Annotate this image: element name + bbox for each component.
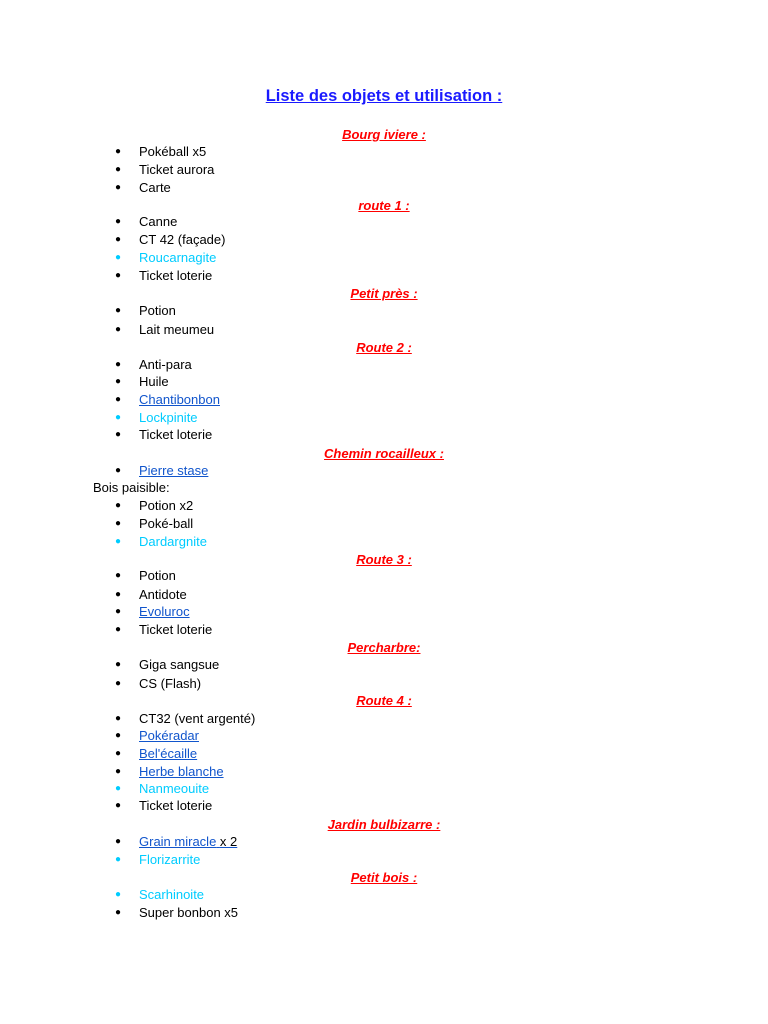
bullet-icon: ● <box>114 713 122 724</box>
bullet-icon: ● <box>114 465 122 476</box>
bullet-icon: ● <box>114 783 122 794</box>
bullet-icon: ● <box>114 606 122 617</box>
section-heading-bois-paisible: Bois paisible: <box>93 480 170 495</box>
bullet-icon: ● <box>114 589 122 600</box>
section-heading-percharbre: Percharbre: <box>347 640 421 655</box>
bullet-icon: ● <box>114 164 122 175</box>
bullet-icon: ● <box>114 889 122 900</box>
section-heading-route-2: Route 2 : <box>356 340 412 355</box>
document-page: Liste des objets et utilisation : Bourg iviere : ● Pokéball x5 ● Ticket aurora ● Carte route 1 : ● Canne ● CT 42 (façade) ● Roucarnagite ● Ticket loterie Petit près : ● Potion ● Lait meumeu Route 2 : ● Anti-para ● Huile ● Chantibonbon ● Lockpinite ● Ticket loterie Chemin rocailleux : ● Pierre stase Bois paisible: ● Potion x2 ● Poké-ball ● Dardargnite Route 3 : ● Potion ● Antidote ● Evoluroc ● Ticket loterie Percharbre: ● Giga sangsue ● CS (Flash) Route 4 : ● CT32 (vent argenté) ● Pokéradar ● Bel'écaille ● Herbe blanche ● Nanmeouite ● Ticket loterie Jardin bulbizarre : ● Grain miracle x 2 ● Florizarrite Petit bois : ● Scarhinoite ● Super bonbon x5 <box>0 0 768 1024</box>
bullet-icon: ● <box>114 270 122 281</box>
item-link-belecaille[interactable]: Bel'écaille <box>139 746 198 761</box>
bullet-icon: ● <box>114 429 122 440</box>
bullet-icon: ● <box>114 518 122 529</box>
item-link-evoluroc[interactable]: Evoluroc <box>139 604 190 619</box>
bullet-icon: ● <box>114 730 122 741</box>
bullet-icon: ● <box>114 854 122 865</box>
section-heading-jardin-bulbizarre: Jardin bulbizarre : <box>327 817 441 832</box>
item-link-pokeradar[interactable]: Pokéradar <box>139 728 199 743</box>
section-heading-route-4: Route 4 : <box>356 693 412 708</box>
section-heading-route-1: route 1 : <box>358 198 410 213</box>
bullet-icon: ● <box>114 766 122 777</box>
bullet-icon: ● <box>114 182 122 193</box>
item-link-herbe-blanche[interactable]: Herbe blanche <box>139 764 224 779</box>
bullet-icon: ● <box>114 800 122 811</box>
bullet-icon: ● <box>114 412 122 423</box>
section-heading-petit-pres: Petit près : <box>350 286 418 301</box>
item-link-grain-miracle[interactable]: Grain miracle <box>139 834 217 849</box>
bullet-icon: ● <box>114 394 122 405</box>
bullet-icon: ● <box>114 624 122 635</box>
bullet-icon: ● <box>114 324 122 335</box>
item-link-chantibonbon[interactable]: Chantibonbon <box>139 392 220 407</box>
bullet-icon: ● <box>114 570 122 581</box>
section-heading-chemin-rocailleux: Chemin rocailleux : <box>324 446 444 461</box>
bullet-icon: ● <box>114 376 122 387</box>
bullet-icon: ● <box>114 659 122 670</box>
bullet-icon: ● <box>114 146 122 157</box>
section-heading-route-3: Route 3 : <box>356 552 412 567</box>
bullet-icon: ● <box>114 748 122 759</box>
document-title[interactable]: Liste des objets et utilisation : <box>265 87 503 105</box>
section-heading-bourg-iviere: Bourg iviere : <box>342 127 426 142</box>
bullet-icon: ● <box>114 907 122 918</box>
bullet-icon: ● <box>114 305 122 316</box>
bullet-icon: ● <box>114 234 122 245</box>
bullet-icon: ● <box>114 252 122 263</box>
item-link-pierre-stase[interactable]: Pierre stase <box>139 463 209 478</box>
bullet-icon: ● <box>114 678 122 689</box>
bullet-icon: ● <box>114 500 122 511</box>
section-heading-petit-bois: Petit bois : <box>350 870 418 885</box>
bullet-icon: ● <box>114 359 122 370</box>
bullet-icon: ● <box>114 216 122 227</box>
bullet-icon: ● <box>114 536 122 547</box>
bullet-icon: ● <box>114 836 122 847</box>
